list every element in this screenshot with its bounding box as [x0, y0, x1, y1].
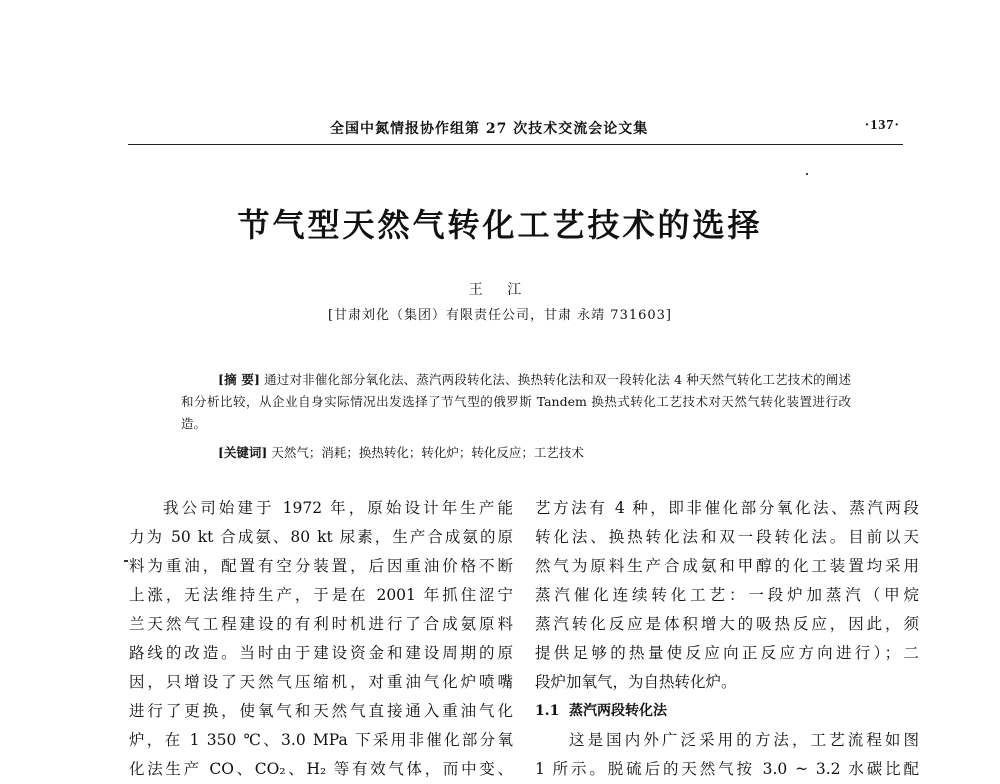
body-line: 段炉加氧气，为自热转化炉。: [535, 673, 737, 691]
section-heading: [535, 697, 919, 726]
page-number: ·137·: [864, 118, 900, 133]
header-rule: [128, 144, 903, 145]
body-line: 因，只增设了天然气压缩机，对重油气化炉喷嘴: [129, 673, 513, 691]
body-line: 蒸汽催化连续转化工艺：一段炉加蒸汽（甲烷: [535, 586, 919, 604]
abstract-label: [摘 要]: [218, 372, 260, 387]
body-line: 这是国内外广泛采用的方法，工艺流程如图: [569, 731, 919, 749]
paper-affiliation: [甘肃刘化（集团）有限责任公司，甘肃 永靖 731603]: [327, 308, 673, 323]
body-line: 然气为原料生产合成氨和甲醇的化工装置均采用: [535, 557, 919, 575]
body-line: 提供足够的热量使反应向正反应方向进行）；二: [535, 644, 919, 662]
body-line: 料为重油，配置有空分装置，后因重油价格不断: [129, 557, 513, 575]
paper-title: 节气型天然气转化工艺技术的选择: [237, 206, 763, 244]
body-line: 路线的改造。当时由于建设资金和建设周期的原: [129, 644, 513, 662]
body-line: 进行了更换，使氧气和天然气直接通入重油气化: [129, 702, 513, 720]
paper-author: 王 江: [468, 282, 532, 298]
body-line: 炉，在 1 350 ℃、3.0 MPa 下采用非催化部分氧: [129, 731, 513, 749]
body-left-column: [129, 494, 513, 784]
keywords-label: [关键词]: [218, 445, 268, 460]
keywords-text: 天然气；消耗；换热转化；转化炉；转化反应；工艺技术: [271, 445, 584, 460]
abstract-text: 通过对非催化部分氧化法、蒸汽两段转化法、换热转化法和双一段转化法 4 种天然气转化工艺技术的阐述和分析比较，从企业自身实际情况出发选择了节气型的俄罗斯 Tandem 换热式转化工艺技术对天然气转化装置进行改造。: [181, 372, 851, 431]
body-line: 艺方法有 4 种，即非催化部分氧化法、蒸汽两段: [535, 499, 919, 517]
keywords: [218, 442, 858, 464]
body-line: 化法生产 CO、CO₂、H₂ 等有效气体，而中变、: [129, 760, 513, 778]
body-line: 蒸汽转化反应是体积增大的吸热反应，因此，须: [535, 615, 919, 633]
section-number: 1.1: [535, 703, 560, 719]
margin-mark: [124, 560, 128, 562]
body-line: 1 所示。脱硫后的天然气按 3.0 ~ 3.2 水碳比配: [535, 760, 919, 778]
body-line: 力为 50 kt 合成氨、80 kt 尿素，生产合成氨的原: [129, 528, 513, 546]
body-line: 兰天然气工程建设的有利时机进行了合成氨原料: [129, 615, 513, 633]
abstract: [181, 369, 851, 435]
body-right-column: [535, 494, 919, 784]
running-header-title: 全国中氮情报协作组第 27 次技术交流会论文集: [330, 121, 649, 137]
section-title: 蒸汽两段转化法: [569, 703, 667, 719]
body-line: 我公司始建于 1972 年，原始设计年生产能: [163, 499, 513, 517]
body-line: 上涨，无法维持生产，于是在 2001 年抓住涩宁: [129, 586, 513, 604]
scan-speck: [806, 173, 808, 175]
running-header: [130, 116, 900, 140]
body-line: 转化法、换热转化法和双一段转化法。目前以天: [535, 528, 919, 546]
